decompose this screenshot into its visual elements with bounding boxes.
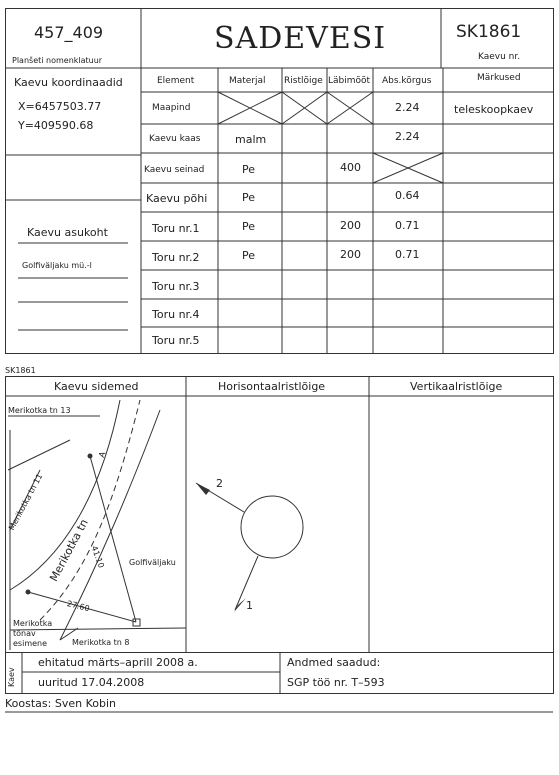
map-street-bottom: Merikotka tn 8 — [72, 638, 130, 647]
footer-source: SGP töö nr. T–593 — [287, 676, 385, 689]
map-point-a: A — [97, 450, 108, 459]
row-element: Kaevu seinad — [144, 165, 205, 175]
row-material: Pe — [242, 249, 256, 262]
col-header-diameter: Läbimõõt — [328, 76, 371, 86]
col2-header: Horisontaalristlõige — [218, 380, 326, 393]
row-element: Toru nr.2 — [152, 251, 200, 264]
location-label: Kaevu asukoht — [27, 226, 108, 239]
footer-compiled: Koostas: Sven Kobin — [5, 697, 116, 710]
map-dist-1: 41.10 — [89, 544, 106, 570]
col-header-material: Materjal — [229, 76, 266, 86]
footer-built: ehitatud märts–aprill 2008 a. — [38, 656, 198, 669]
map-sheet-label: Planšeti nomenklatuur — [12, 56, 103, 65]
map-street-side: Merikotka tn 11 — [7, 472, 45, 532]
row-element: Toru nr.4 — [152, 308, 200, 321]
row-diameter: 200 — [340, 219, 361, 232]
map-gate-2: tõnav — [13, 629, 36, 638]
row-material: Pe — [242, 220, 256, 233]
row-diameter: 400 — [340, 161, 361, 174]
col-header-element: Element — [157, 76, 195, 86]
col-header-notes: Märkused — [477, 73, 521, 83]
footer-surveyed: uuritud 17.04.2008 — [38, 676, 145, 689]
row-notes: teleskoopkaev — [454, 103, 534, 116]
pipe-label-1: 1 — [246, 599, 253, 612]
row-abs: 0.71 — [395, 219, 420, 232]
col-header-abs: Abs.kõrgus — [382, 76, 432, 86]
lower-section-code: SK1861 — [5, 366, 36, 375]
row-material: malm — [235, 133, 267, 146]
row-element: Toru nr.3 — [152, 280, 200, 293]
row-element: Toru nr.1 — [152, 222, 200, 235]
row-diameter: 200 — [340, 248, 361, 261]
map-gate-1: Merikotka — [13, 619, 53, 628]
row-material: Pe — [242, 191, 256, 204]
pipe-label-2: 2 — [216, 477, 223, 490]
well-number: SK1861 — [456, 22, 522, 42]
row-abs: 0.64 — [395, 189, 420, 202]
document-title: SADEVESI — [214, 21, 387, 56]
coords-label: Kaevu koordinaadid — [14, 76, 123, 89]
footer-side-label: Kaev — [7, 667, 16, 687]
row-material: Pe — [242, 163, 256, 176]
map-dist-2: 27.60 — [66, 599, 91, 614]
row-abs: 0.71 — [395, 248, 420, 261]
map-golf: Golfiväljaku — [129, 558, 176, 567]
row-abs: 2.24 — [395, 101, 420, 114]
well-number-label: Kaevu nr. — [478, 52, 521, 62]
map-gate-3: esimene — [13, 639, 48, 648]
row-element: Kaevu põhi — [146, 192, 208, 205]
row-element: Toru nr.5 — [152, 334, 200, 347]
map-street-main: Merikotka tn — [47, 516, 91, 584]
coord-x: X=6457503.77 — [18, 100, 102, 113]
col-header-section: Ristlõige — [284, 76, 323, 86]
map-sheet-number: 457_409 — [34, 23, 104, 42]
coord-y: Y=409590.68 — [18, 119, 94, 132]
row-abs: 2.24 — [395, 130, 420, 143]
row-element: Kaevu kaas — [149, 134, 201, 144]
map-street-top: Merikotka tn 13 — [8, 406, 71, 415]
row-element: Maapind — [152, 103, 191, 113]
col1-header: Kaevu sidemed — [54, 380, 139, 393]
col3-header: Vertikaalristlõige — [410, 380, 503, 393]
location-value: Golfiväljaku mü.-l — [22, 261, 92, 270]
footer-source-label: Andmed saadud: — [287, 656, 381, 669]
